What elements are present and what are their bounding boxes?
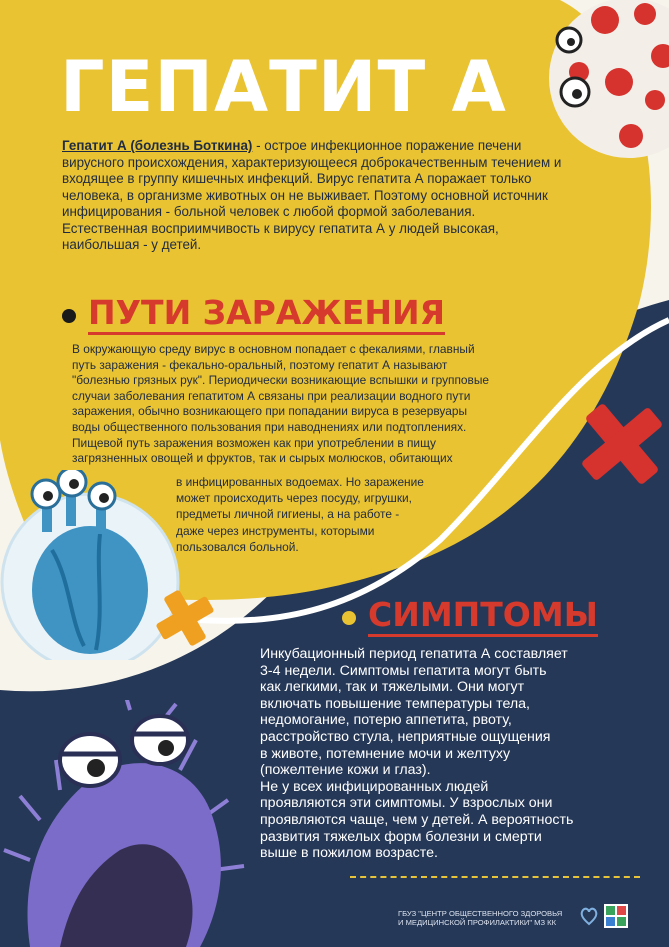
symptoms-line: (пожелтение кожи и глаз). <box>260 762 431 779</box>
symptoms-line: недомогание, потерю аппетита, рвоту, <box>260 712 512 729</box>
symptoms-line: расстройство стула, неприятные ощущения <box>260 728 551 745</box>
bullet-icon <box>342 611 356 625</box>
transmission-line: воды общественного пользования при наводнениях или подтоплениях. <box>72 419 467 434</box>
virus-illustration-top-right <box>545 0 669 165</box>
transmission-paragraph-continued <box>176 474 476 555</box>
intro-term: Гепатит А (болезнь Боткина) <box>62 138 253 153</box>
center-logo-icon <box>604 904 628 928</box>
transmission-line: заражения, обычно возникающего при попадании вируса в резервуары <box>72 404 468 419</box>
footer-organization <box>398 909 588 927</box>
footer-org-line: И МЕДИЦИНСКОЙ ПРОФИЛАКТИКИ" МЗ КК <box>398 918 557 927</box>
orange-cross-icon <box>150 588 220 648</box>
page-title: ГЕПАТИТ А <box>60 46 507 128</box>
transmission-line: пользовался больной. <box>176 539 299 554</box>
symptoms-line: 3-4 недели. Симптомы гепатита могут быть <box>260 662 547 679</box>
symptoms-line: выше в пожилом возрасте. <box>260 845 438 862</box>
symptoms-line: проявляются эти симптомы. У взрослых они <box>260 795 553 812</box>
transmission-line: В окружающую среду вирус в основном попадает с фекалиями, главный <box>72 342 475 356</box>
transmission-paragraph <box>72 342 562 467</box>
symptoms-line: проявляются чаще, чем у детей. А вероятность <box>260 811 574 828</box>
red-cross-icon <box>576 398 669 490</box>
bullet-icon <box>62 309 76 323</box>
symptoms-title: СИМПТОМЫ <box>368 598 598 637</box>
intro-text: - острое инфекционное поражение печени вирусного происхождения, характеризующееся доброкачественным течением и входящее в группу кишечных инфекций. Вирус гепатита А поражает только человека, в организме животных он не выживает. Поэтому основной источник инфицирования - больной человек с любой формой заболевания. Естественная восприимчивость к вирусу гепатита А у людей высокая, наибольшая - у детей. <box>62 138 562 252</box>
transmission-line: путь заражения - фекально-оральный, поэтому гепатит А называют <box>72 357 448 372</box>
symptoms-line: как легкими, так и тяжелыми. Они могут <box>260 679 525 696</box>
intro-paragraph <box>62 138 562 254</box>
transmission-line: загрязненных овощей и фруктов, так и сырых молюсков, обитающих <box>72 451 453 466</box>
purple-virus-illustration <box>0 700 260 947</box>
symptoms-line: включать повышение температуры тела, <box>260 695 530 712</box>
symptoms-heading <box>342 595 598 637</box>
symptoms-paragraph <box>260 646 640 862</box>
symptoms-line: Инкубационный период гепатита А составляет <box>260 646 568 662</box>
transmission-line: в инфицированных водоемах. Но заражение <box>176 475 424 489</box>
transmission-line: предметы личной гигиены, а на работе - <box>176 507 400 522</box>
ministry-logo-icon <box>578 906 600 926</box>
footer-org-line: ГБУЗ "ЦЕНТР ОБЩЕСТВЕННОГО ЗДОРОВЬЯ <box>398 909 563 918</box>
transmission-title: ПУТИ ЗАРАЖЕНИЯ <box>88 296 445 335</box>
symptoms-line: развития тяжелых форм болезни и смерти <box>260 828 542 845</box>
divider <box>350 876 640 878</box>
symptoms-line: в животе, потемнение мочи и желтуху <box>260 745 511 762</box>
transmission-line: может происходить через посуду, игрушки, <box>176 491 412 506</box>
transmission-heading <box>62 293 445 335</box>
transmission-line: случаи заболевания гепатитом А связаны при реализации водного пути <box>72 388 471 403</box>
symptoms-line: Не у всех инфицированных людей <box>260 778 489 795</box>
transmission-line: "болезнью грязных рук". Периодически возникающие вспышки и групповые <box>72 373 490 388</box>
transmission-line: Пищевой путь заражения возможен как при употреблении в пищу <box>72 435 436 450</box>
transmission-line: даже через инструменты, которыми <box>176 523 375 538</box>
